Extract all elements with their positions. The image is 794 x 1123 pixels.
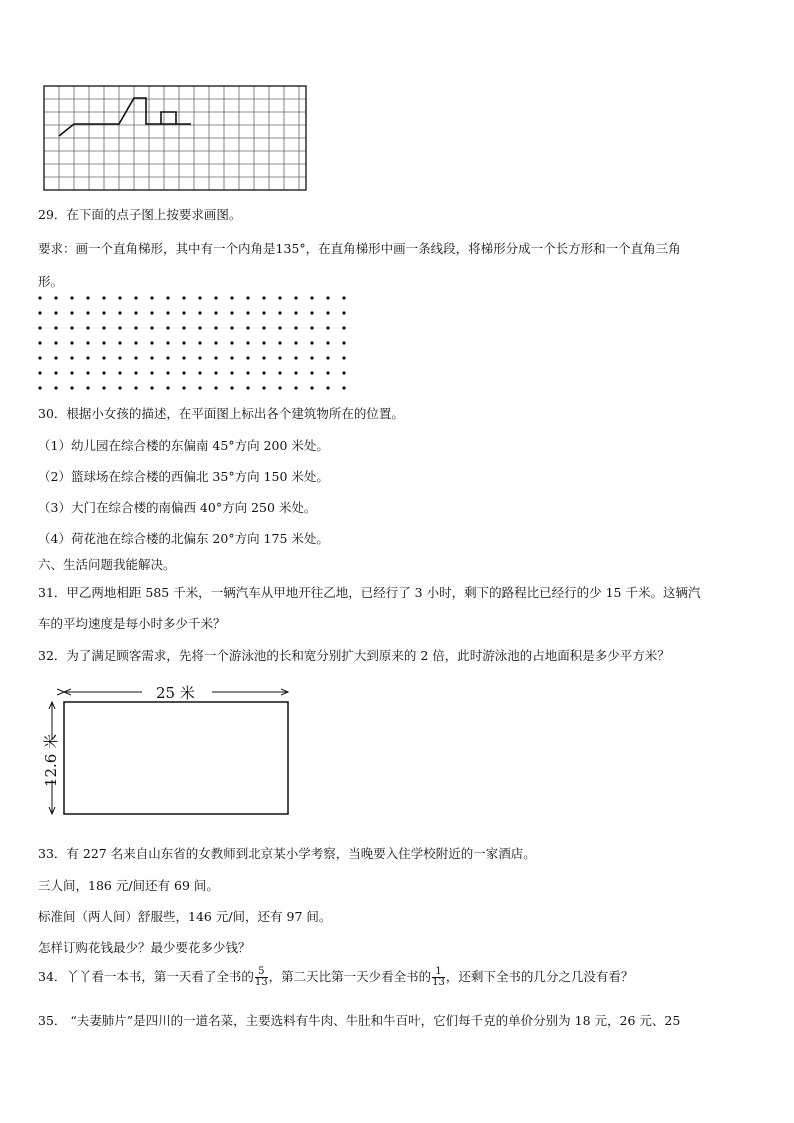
pool-width-label: 12.6 米 — [42, 733, 61, 788]
section-heading: 六、生活问题我能解决。 — [38, 557, 176, 572]
q30-item-3: （3）大门在综合楼的南偏西 40°方向 250 米处。 — [38, 500, 317, 515]
grid-figure — [40, 84, 310, 194]
fraction-denominator: 13 — [432, 977, 445, 988]
pool-length-label: 25 米 — [156, 684, 195, 702]
q31-line2: 车的平均速度是每小时多少千米？ — [38, 616, 226, 631]
q34-question — [38, 967, 633, 988]
q34-part2: ，第二天比第一天少看全书的 — [268, 969, 432, 984]
q29-requirement-line1: 要求：画一个直角梯形，其中有一个内角是135°，在直角梯形中画一条线段，将梯形分成一个长方形和一个直角三角 — [38, 241, 681, 256]
q35-line1: 35． “夫妻肺片”是四川的一道名菜，主要选料有牛肉、牛肚和牛百叶，它们每千克的单价分别为 18 元，26 元、25 — [38, 1013, 681, 1028]
fraction-denominator: 13 — [254, 977, 268, 988]
q29-title: 29．在下面的点子图上按要求画图。 — [38, 207, 242, 222]
q33-line4: 怎样订购花钱最少？最少要花多少钱？ — [38, 940, 251, 955]
q30-item-1: （1）幼儿园在综合楼的东偏南 45°方向 200 米处。 — [38, 438, 329, 453]
q32-text: 32．为了满足顾客需求，先将一个游泳池的长和宽分别扩大到原来的 2 倍，此时游泳池的占地面积是多少平方米？ — [38, 648, 670, 663]
q33-line3: 标准间（两人间）舒服些，146 元/间，还有 97 间。 — [38, 909, 332, 924]
q30-item-2: （2）篮球场在综合楼的西偏北 35°方向 150 米处。 — [38, 469, 329, 484]
fraction-1-13 — [432, 967, 445, 988]
drawn-shape — [59, 98, 191, 136]
q34-part1: 34．丫丫看一本书，第一天看了全书的 — [38, 969, 254, 984]
fraction-5-13 — [255, 967, 268, 988]
q29-requirement-line2: 形。 — [38, 274, 64, 289]
fraction-numerator: 5 — [255, 967, 268, 978]
q33-line1: 33．有 227 名来自山东省的女教师到北京某小学考察，当晚要入住学校附近的一家酒店。 — [38, 846, 536, 861]
q34-part3: ，还剩下全书的几分之几没有看？ — [445, 969, 634, 984]
q30-title: 30．根据小女孩的描述，在平面图上标出各个建筑物所在的位置。 — [38, 406, 404, 421]
q33-line2: 三人间，186 元/间还有 69 间。 — [38, 878, 219, 893]
dot-grid — [34, 290, 364, 400]
q30-item-4: （4）荷花池在综合楼的北偏东 20°方向 175 米处。 — [38, 531, 329, 546]
fraction-numerator: 1 — [432, 967, 445, 978]
q31-line1: 31．甲乙两地相距 585 千米，一辆汽车从甲地开往乙地，已经行了 3 小时，剩下的路程比已经行的少 15 千米。这辆汽 — [38, 585, 701, 600]
